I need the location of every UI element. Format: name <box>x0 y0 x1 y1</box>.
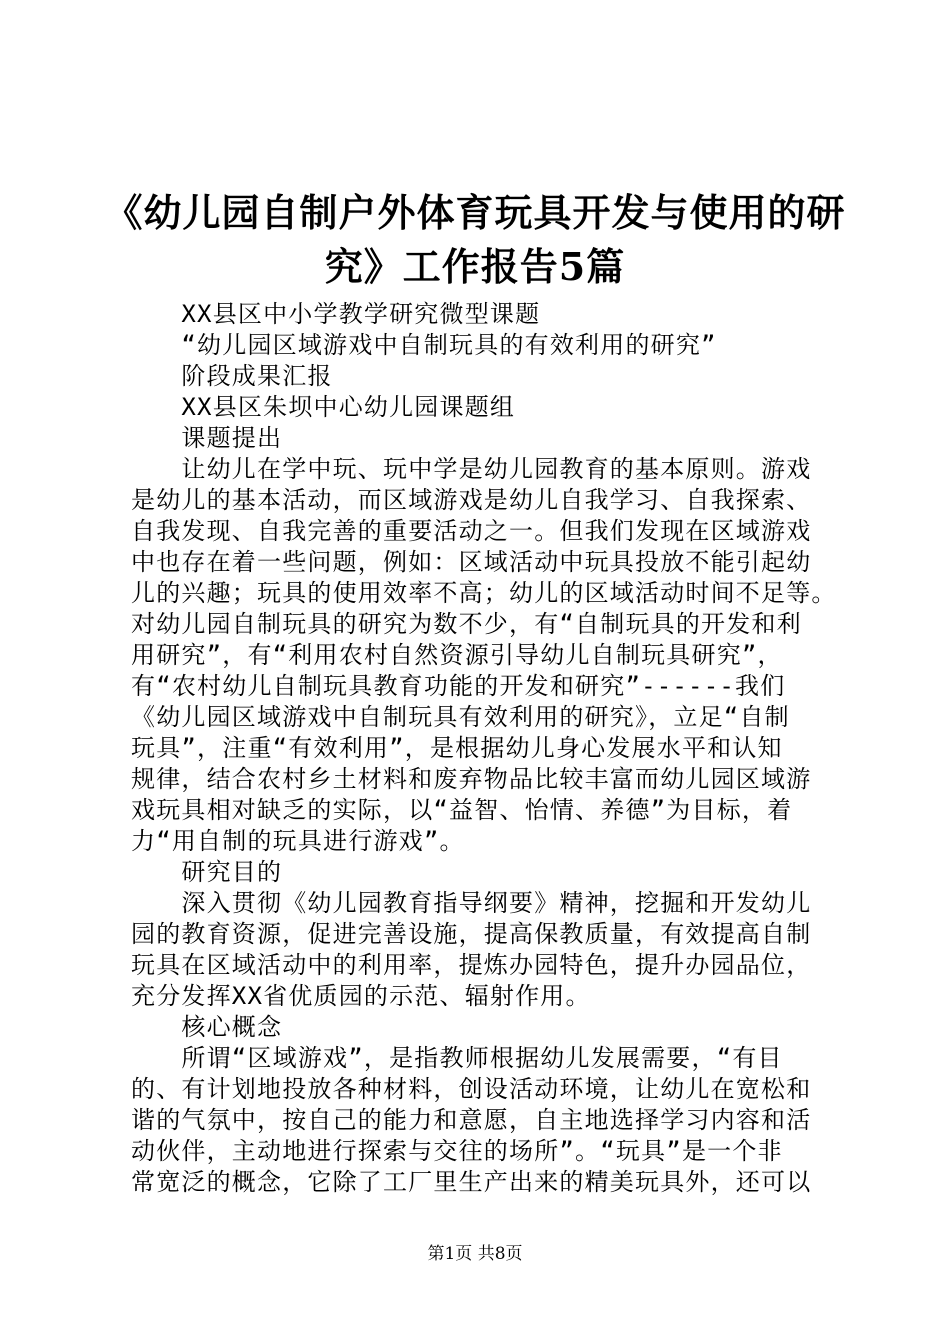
body-line: 动伙伴，主动地进行探索与交往的场所”。“玩具”是一个非 <box>131 1137 783 1165</box>
body-line: “幼儿园区域游戏中自制玩具的有效利用的研究” <box>131 331 717 359</box>
body-line: 用研究”，有“利用农村自然资源引导幼儿自制玩具研究”， <box>131 641 783 669</box>
body-line: 谐的气氛中，按自己的能力和意愿，自主地选择学习内容和活 <box>131 1106 812 1134</box>
body-line: 儿的兴趣；玩具的使用效率不高；幼儿的区域活动时间不足等。 <box>131 579 837 607</box>
body-line: 《幼儿园区域游戏中自制玩具有效利用的研究》，立足“自制 <box>131 703 790 731</box>
body-line: 对幼儿园自制玩具的研究为数不少，有“自制玩具的开发和利 <box>131 610 802 638</box>
body-line: 力“用自制的玩具进行游戏”。 <box>131 827 465 855</box>
body-line: 阶段成果汇报 <box>131 362 333 390</box>
body-line: 中也存在着一些问题，例如：区域活动中玩具投放不能引起幼 <box>131 548 812 576</box>
body-line: 充分发挥XX省优质园的示范、辐射作用。 <box>131 982 591 1010</box>
body-line: 有“农村幼儿自制玩具教育功能的开发和研究”------我们 <box>131 672 786 700</box>
body-line: 所谓“区域游戏”，是指教师根据幼儿发展需要，“有目 <box>131 1044 783 1072</box>
section-heading: 课题提出 <box>131 424 283 452</box>
body-line: 规律，结合农村乡土材料和废弃物品比较丰富而幼儿园区域游 <box>131 765 812 793</box>
document-title-line-1: 《幼儿园自制户外体育玩具开发与使用的研 <box>104 190 846 235</box>
page-number-footer: 第1页 共8页 <box>427 1244 523 1264</box>
section-heading: 研究目的 <box>131 858 283 886</box>
body-line: 深入贯彻《幼儿园教育指导纲要》精神，挖掘和开发幼儿 <box>131 889 812 917</box>
body-line: 玩具在区域活动中的利用率，提炼办园特色，提升办园品位， <box>131 951 812 979</box>
body-line: XX县区中小学教学研究微型课题 <box>131 300 541 328</box>
body-line: XX县区朱坝中心幼儿园课题组 <box>131 393 516 421</box>
body-line: 常宽泛的概念，它除了工厂里生产出来的精美玩具外，还可以 <box>131 1168 812 1196</box>
body-line: 的、有计划地投放各种材料，创设活动环境，让幼儿在宽松和 <box>131 1075 812 1103</box>
body-line: 戏玩具相对缺乏的实际，以“益智、怡情、养德”为目标，着 <box>131 796 793 824</box>
body-line: 玩具”，注重“有效利用”，是根据幼儿身心发展水平和认知 <box>131 734 783 762</box>
section-heading: 核心概念 <box>131 1013 283 1041</box>
body-line: 让幼儿在学中玩、玩中学是幼儿园教育的基本原则。游戏 <box>131 455 812 483</box>
document-title-line-2: 究》工作报告5篇 <box>324 244 626 289</box>
body-line: 自我发现、自我完善的重要活动之一。但我们发现在区域游戏 <box>131 517 812 545</box>
body-line: 是幼儿的基本活动，而区域游戏是幼儿自我学习、自我探索、 <box>131 486 812 514</box>
body-line: 园的教育资源，促进完善设施，提高保教质量，有效提高自制 <box>131 920 812 948</box>
